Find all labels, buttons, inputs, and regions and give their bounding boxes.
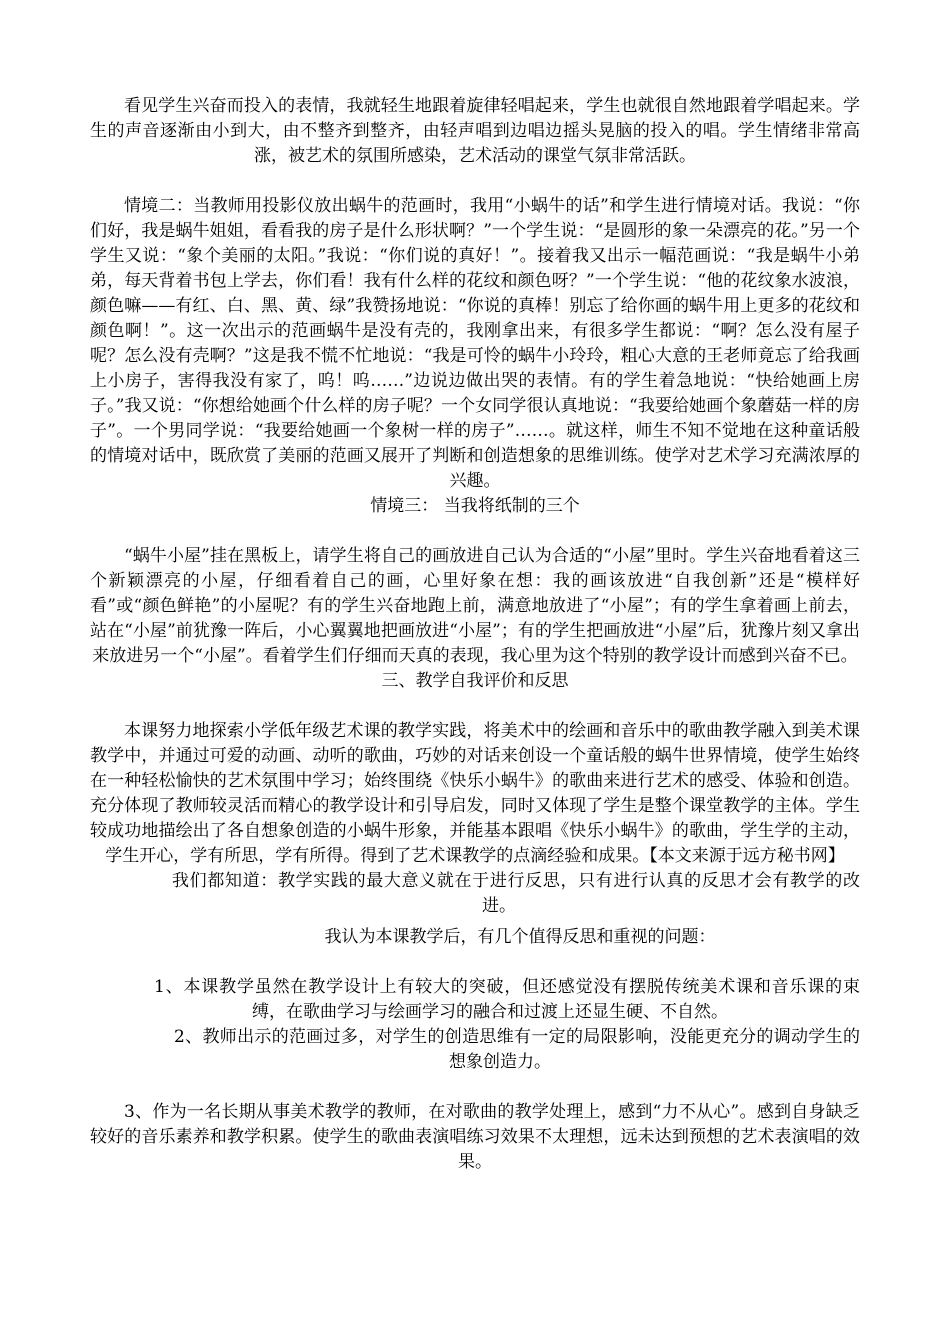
paragraph-reflection-intro: 我认为本课教学后，有几个值得反思和重视的问题： xyxy=(324,927,716,947)
paragraph-self-evaluation: 本课努力地探索小学低年级艺术课的教学实践，将美术中的绘画和音乐中的歌曲教学融入到美术课教学中，并通过可爱的动画、动听的歌曲，巧妙的对话来创设一个童话般的蜗牛世界情境，使学生始终在一种轻松愉快的艺术氛围中学习；始终围绕《快乐小蜗牛》的歌曲来进行艺术的感受、体验和创造。充分体现了教师较灵活而精心的教学设计和引导启发，同时又体现了学生是整个课堂教学的主体。学生较成功地描绘出了各自想象创造的小蜗牛形象，并能基本跟唱《快乐小蜗牛》的歌曲，学生学的主动，学生开心，学有所思，学有所得。得到了艺术课教学的点滴经验和成果。【本文来源于远方秘书网】 xyxy=(90,721,860,866)
paragraph-situation-one-conclusion: 看见学生兴奋而投入的表情，我就轻生地跟着旋律轻唱起来，学生也就很自然地跟着学唱起来。学生的声音逐渐由小到大，由不整齐到整齐，由轻声唱到边唱边摇头晃脑的投入的唱。学生情绪非常高涨，被艺术的氛围所感染，艺术活动的课堂气氛非常活跃。 xyxy=(90,96,860,166)
section-heading-self-evaluation: 三、教学自我评价和反思 xyxy=(381,671,569,691)
list-item-reflection-3: 3、作为一名长期从事美术教学的教师，在对歌曲的教学处理上，感到“力不从心”。感到自身缺乏较好的音乐素养和教学积累。使学生的歌曲表演唱练习效果不太理想，远未达到预想的艺术表演唱的效果。 xyxy=(90,1102,860,1172)
list-item-reflection-1: 1、本课教学虽然在教学设计上有较大的突破，但还感觉没有摆脱传统美术课和音乐课的束缚，在歌曲学习与绘画学习的融合和过渡上还显生硬、不自然。 xyxy=(154,977,860,1022)
paragraph-situation-three-heading: 情境三： 当我将纸制的三个 xyxy=(370,496,580,516)
paragraph-situation-three: “蜗牛小屋”挂在黑板上，请学生将自己的画放进自己认为合适的“小屋”里时。学生兴奋地看着这三个新颖漂亮的小屋，仔细看着自己的画，心里好象在想：我的画该放进“自我创新”还是“模样好看”或“颜色鲜艳”的小屋呢？有的学生兴奋地跑上前，满意地放进了“小屋”；有的学生拿着画上前去，站在“小屋”前犹豫一阵后，小心翼翼地把画放进“小屋”；有的学生把画放进“小屋”后，犹豫片刻又拿出来放进另一个“小屋”。看着学生们仔细而天真的表现，我心里为这个特别的教学设计而感到兴奋不已。 xyxy=(90,546,860,666)
document-page xyxy=(90,94,860,1175)
paragraph-situation-two: 情境二：当教师用投影仪放出蜗牛的范画时，我用“小蜗牛的话”和学生进行情境对话。我说：“你们好，我是蜗牛姐姐，看看我的房子是什么形状啊？”一个学生说：“是圆形的象一朵漂亮的花。”另一个学生又说：“象个美丽的太阳。”我说：“你们说的真好！”。接着我又出示一幅范画说：“我是蜗牛小弟弟，每天背着书包上学去，你们看！我有什么样的花纹和颜色呀？”一个学生说：“他的花纹象水波浪，颜色嘛——有红、白、黑、黄、绿”我赞扬地说：“你说的真棒！别忘了给你画的蜗牛用上更多的花纹和颜色啊！”。这一次出示的范画蜗牛是没有壳的，我刚拿出来，有很多学生都说：“啊？怎么没有屋子呢？怎么没有壳啊？”这是我不慌不忙地说：“我是可怜的蜗牛小玲玲，粗心大意的王老师竟忘了给我画上小房子，害得我没有家了，呜！呜……”边说边做出哭的表情。有的学生着急地说：“快给她画上房子。”我又说：“你想给她画个什么样的房子呢？一个女同学很认真地说：“我要给她画个象蘑菇一样的房子”。一个男同学说：“我要给她画一个象树一样的房子”……。就这样，师生不知不觉地在这种童话般的情境对话中，既欣赏了美丽的范画又展开了判断和创造想象的思维训练。使学对艺术学习充满浓厚的兴趣。 xyxy=(90,196,860,491)
paragraph-reflection-meaning: 我们都知道：教学实践的最大意义就在于进行反思，只有进行认真的反思才会有教学的改进。 xyxy=(172,871,860,916)
list-item-reflection-2: 2、教师出示的范画过多，对学生的创造思维有一定的局限影响，没能更充分的调动学生的想象创造力。 xyxy=(174,1027,860,1072)
